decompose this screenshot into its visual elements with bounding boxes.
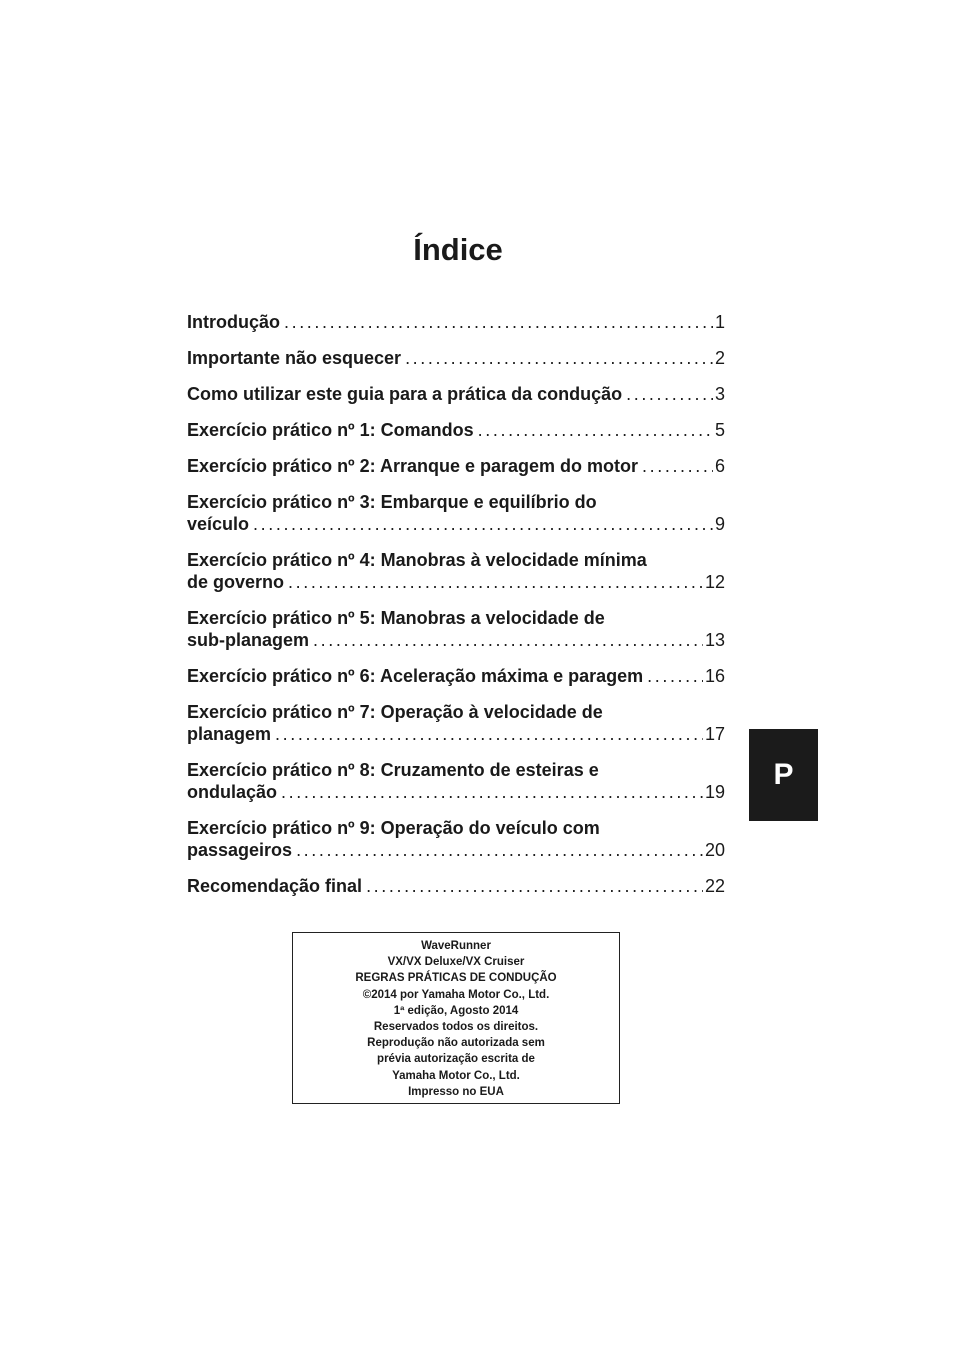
toc-entry-title: ondulação (187, 782, 278, 802)
imprint-line: 1ª edição, Agosto 2014 (393, 1004, 519, 1017)
section-tab: P (749, 729, 818, 821)
toc-page-number: 5 (714, 420, 725, 440)
toc-entry[interactable] (187, 311, 725, 333)
imprint-line: Yamaha Motor Co., Ltd. (392, 1069, 520, 1082)
imprint-line: Reservados todos os direitos. (373, 1021, 539, 1034)
toc-page-number: 6 (714, 456, 725, 476)
toc-entry[interactable] (187, 665, 725, 687)
toc-leader-dots (281, 781, 703, 803)
toc-entry-title: Exercício prático nº 2: Arranque e paragem do motor (187, 456, 639, 476)
toc-entry-title-line: Exercício prático nº 7: Operação à velocidade de (187, 702, 603, 722)
toc-entry-title: Como utilizar este guia para a prática da condução (187, 384, 623, 404)
toc-entry-title: Exercício prático nº 6: Aceleração máxima e paragem (187, 666, 644, 686)
table-of-contents (187, 311, 725, 911)
imprint-line: WaveRunner (421, 940, 491, 952)
toc-entry-title: planagem (187, 724, 272, 744)
toc-leader-dots (288, 571, 703, 593)
toc-entry-title-line: Exercício prático nº 5: Manobras a velocidade de (187, 608, 605, 628)
toc-leader-dots (284, 311, 713, 333)
toc-entry-title: Recomendação final (187, 876, 363, 896)
toc-leader-dots (647, 665, 703, 687)
toc-entry-title: passageiros (187, 840, 293, 860)
toc-entry[interactable] (187, 549, 725, 593)
toc-entry-title: de governo (187, 572, 285, 592)
toc-page-number: 12 (704, 572, 725, 592)
toc-entry[interactable] (187, 347, 725, 369)
imprint-line: Impresso no EUA (408, 1085, 504, 1098)
toc-leader-dots (405, 347, 713, 369)
toc-entry[interactable] (187, 701, 725, 745)
toc-entry[interactable] (187, 607, 725, 651)
toc-entry[interactable] (187, 419, 725, 441)
toc-leader-dots (642, 455, 713, 477)
toc-entry-title-line: Exercício prático nº 8: Cruzamento de esteiras e (187, 760, 599, 780)
toc-leader-dots (366, 875, 703, 897)
toc-entry-title: Introdução (187, 312, 280, 332)
toc-entry-title: sub-planagem (187, 630, 310, 650)
imprint-box (292, 932, 620, 1104)
imprint-line: REGRAS PRÁTICAS DE CONDUÇÃO (355, 972, 557, 985)
toc-leader-dots (253, 513, 713, 535)
imprint-line: VX/VX Deluxe/VX Cruiser (387, 956, 525, 969)
toc-leader-dots (626, 383, 713, 405)
toc-entry-title: veículo (187, 514, 250, 534)
toc-entry[interactable] (187, 383, 725, 405)
toc-page-number: 19 (704, 782, 725, 802)
toc-entry-title-line: Exercício prático nº 9: Operação do veículo com (187, 818, 600, 838)
toc-leader-dots (275, 723, 703, 745)
toc-entry-title-line: Exercício prático nº 4: Manobras à velocidade mínima (187, 550, 647, 570)
toc-leader-dots (313, 629, 703, 651)
imprint-line: prévia autorização escrita de (377, 1053, 535, 1066)
toc-entry[interactable] (187, 875, 725, 897)
toc-page-number: 3 (714, 384, 725, 404)
toc-page-number: 16 (704, 666, 725, 686)
toc-entry-title: Exercício prático nº 1: Comandos (187, 420, 474, 440)
toc-leader-dots (296, 839, 703, 861)
toc-page-number: 17 (704, 724, 725, 744)
toc-page-number: 13 (704, 630, 725, 650)
toc-page-number: 2 (714, 348, 725, 368)
toc-page-number: 1 (714, 312, 725, 332)
imprint-line: ©2014 por Yamaha Motor Co., Ltd. (362, 988, 550, 1001)
toc-entry-title: Importante não esquecer (187, 348, 402, 368)
toc-leader-dots (478, 419, 713, 441)
toc-page-number: 22 (704, 876, 725, 896)
toc-entry[interactable] (187, 491, 725, 535)
toc-entry[interactable] (187, 817, 725, 861)
imprint-line: Reprodução não autorizada sem (367, 1037, 545, 1050)
toc-page-number: 9 (714, 514, 725, 534)
toc-page-number: 20 (704, 840, 725, 860)
page-title: Índice (413, 232, 503, 267)
toc-entry[interactable] (187, 455, 725, 477)
toc-entry[interactable] (187, 759, 725, 803)
toc-entry-title-line: Exercício prático nº 3: Embarque e equilíbrio do (187, 492, 597, 512)
